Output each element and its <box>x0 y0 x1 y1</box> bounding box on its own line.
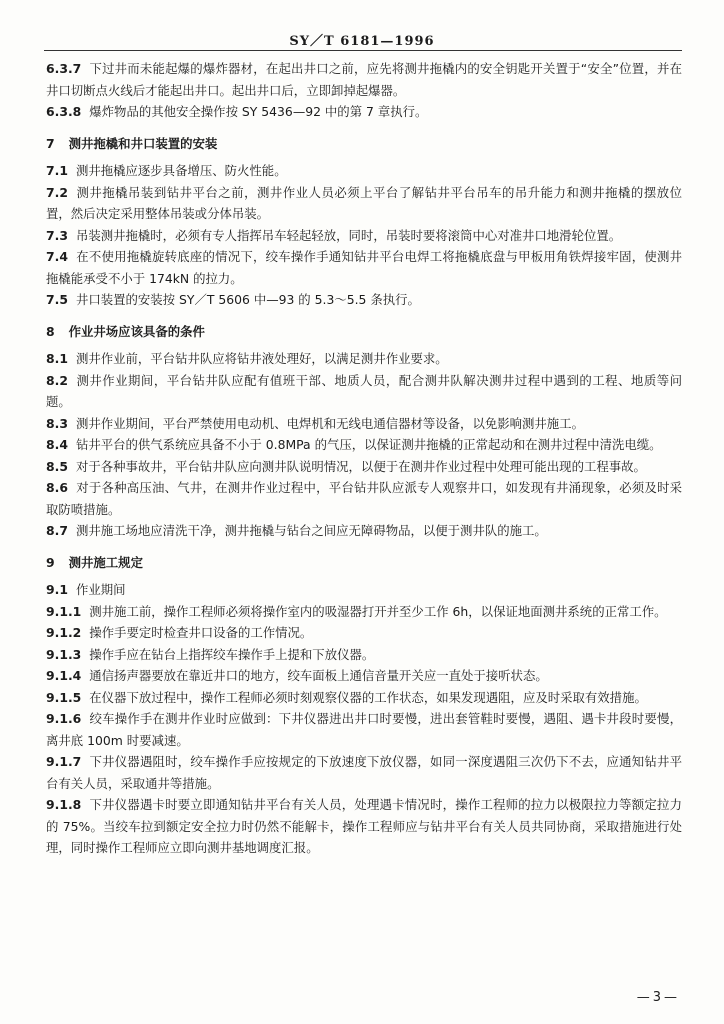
clause-text: 测井作业期间，平台严禁使用电动机、电焊机和无线电通信器材等设备，以免影响测井施工。 <box>75 415 584 431</box>
clause-paragraph <box>46 370 682 413</box>
clause-text: 对于各种高压油、气井，在测井作业过程中，平台钻井队应派专人观察井口，如发现有井涌现象，必须及时采取防喷措施。 <box>46 480 682 517</box>
clause-number: 7.2 <box>46 184 68 200</box>
clause-number: 6.3.8 <box>46 104 82 119</box>
clause-text: 测井拖橇吊装到钻井平台之前，测井作业人员必须上平台了解钻井平台吊车的吊升能力和测井拖橇的摆放位置，然后决定采用整体吊装或分体吊装。 <box>46 184 682 221</box>
clause-number: 9.1.2 <box>46 625 82 640</box>
clause-number: 7 <box>46 135 55 151</box>
clause-text: 下过井而未能起爆的爆炸器材，在起出井口之前，应先将测井拖橇内的安全钥匙开关置于“安全”位置，并在井口切断点火线后才能起出井口。起出井口后，立即卸掉起爆器。 <box>46 61 682 98</box>
section-heading <box>46 552 682 574</box>
clause-paragraph <box>46 477 682 520</box>
clause-text: 下井仪器遇卡时要立即通知钻井平台有关人员，处理遇卡情况时，操作工程师的拉力以极限拉力等额定拉力的 75%。当绞车拉到额定安全拉力时仍然不能解卡，操作工程师应与钻井平台有关人员共同协商，采取措施进行处理，同时操作工程师应立即向测井基地调度汇报。 <box>46 797 682 855</box>
document-body <box>46 58 682 859</box>
clause-text: 下井仪器遇阻时，绞车操作手应按规定的下放速度下放仪器，如同一深度遇阻三次仍下不去，应通知钻井平台有关人员，采取通井等措施。 <box>46 754 682 791</box>
clause-paragraph <box>46 413 682 435</box>
clause-paragraph <box>46 348 682 370</box>
clause-text: 测井拖橇和井口装置的安装 <box>68 135 218 151</box>
clause-paragraph <box>46 601 682 623</box>
clause-text: 测井作业前，平台钻井队应将钻井液处理好，以满足测井作业要求。 <box>75 351 448 366</box>
clause-number: 9.1.1 <box>46 603 82 619</box>
clause-text: 对于各种事故井，平台钻井队应向测井队说明情况，以便于在测井作业过程中处理可能出现的工程事故。 <box>75 458 646 474</box>
clause-paragraph <box>46 622 682 644</box>
clause-number: 9.1.7 <box>46 754 82 769</box>
clause-paragraph <box>46 456 682 478</box>
clause-paragraph <box>46 687 682 709</box>
clause-number: 9.1.5 <box>46 689 82 705</box>
section-heading <box>46 133 682 155</box>
clause-text: 测井拖橇应逐步具备增压、防火性能。 <box>75 163 287 178</box>
clause-text: 在仪器下放过程中，操作工程师必须时刻观察仪器的工作状态，如果发现遇阻，应及时采取有效措施。 <box>89 689 647 705</box>
clause-number: 9.1 <box>46 582 68 597</box>
clause-paragraph <box>46 665 682 687</box>
clause-paragraph <box>46 520 682 542</box>
clause-number: 9.1.4 <box>46 668 82 683</box>
clause-text: 测井施工规定 <box>68 554 143 570</box>
clause-paragraph <box>46 160 682 182</box>
clause-number: 8.1 <box>46 351 68 366</box>
clause-number: 7.5 <box>46 292 68 307</box>
clause-text: 作业井场应该具备的条件 <box>68 323 205 339</box>
clause-number: 8.3 <box>46 415 68 431</box>
clause-number: 8.4 <box>46 437 68 452</box>
clause-paragraph <box>46 708 682 751</box>
clause-number: 7.4 <box>46 249 68 264</box>
clause-text: 测井作业期间，平台钻井队应配有值班干部、地质人员，配合测井队解决测井过程中遇到的工程、地质等问题。 <box>46 372 682 409</box>
clause-number: 8.6 <box>46 480 68 495</box>
section-heading <box>46 321 682 343</box>
clause-number: 7.3 <box>46 227 68 243</box>
clause-number: 8.7 <box>46 523 68 538</box>
clause-text: 操作手应在钻台上指挥绞车操作手上提和下放仪器。 <box>89 646 375 662</box>
clause-paragraph <box>46 644 682 666</box>
clause-paragraph <box>46 58 682 101</box>
clause-text: 钻井平台的供气系统应具备不小于 0.8MPa 的气压，以保证测井拖橇的正常起动和在测井过程中清洗电缆。 <box>75 437 662 452</box>
clause-text: 在不使用拖橇旋转底座的情况下，绞车操作手通知钻井平台电焊工将拖橇底盘与甲板用角铁焊接牢固，使测井拖橇能承受不小于 174kN 的拉力。 <box>46 249 682 286</box>
clause-paragraph <box>46 579 682 601</box>
page-number: —3— <box>636 990 680 1005</box>
clause-number: 6.3.7 <box>46 61 82 76</box>
clause-text: 作业期间 <box>75 582 126 597</box>
clause-text: 绞车操作手在测井作业时应做到：下井仪器进出井口时要慢，进出套管鞋时要慢，遇阻、遇卡井段时要慢，离井底 100m 时要减速。 <box>46 711 682 748</box>
clause-text: 测井施工场地应清洗干净，测井拖橇与钻台之间应无障碍物品，以便于测井队的施工。 <box>75 523 547 538</box>
clause-text: 井口装置的安装按 SY／T 5606 中—93 的 5.3～5.5 条执行。 <box>75 292 420 307</box>
clause-text: 通信扬声器要放在靠近井口的地方，绞车面板上通信音量开关应一直处于接听状态。 <box>89 668 548 683</box>
clause-paragraph <box>46 794 682 859</box>
clause-number: 8.2 <box>46 372 68 388</box>
clause-text: 测井施工前，操作工程师必须将操作室内的吸湿器打开并至少工作 6h，以保证地面测井系统的正常工作。 <box>89 603 667 619</box>
clause-paragraph <box>46 246 682 289</box>
clause-text: 爆炸物品的其他安全操作按 SY 5436—92 中的第 7 章执行。 <box>89 104 428 119</box>
clause-paragraph <box>46 101 682 123</box>
clause-number: 9.1.8 <box>46 797 82 812</box>
clause-paragraph <box>46 182 682 225</box>
clause-paragraph <box>46 289 682 311</box>
clause-paragraph <box>46 225 682 247</box>
clause-paragraph <box>46 434 682 456</box>
header-rule <box>44 50 682 51</box>
clause-number: 8 <box>46 323 55 339</box>
clause-number: 9.1.6 <box>46 711 82 726</box>
clause-text: 吊装测井拖橇时，必须有专人指挥吊车轻起轻放，同时，吊装时要将滚筒中心对准井口地滑轮位置。 <box>75 227 622 243</box>
clause-text: 操作手要定时检查井口设备的工作情况。 <box>89 625 313 640</box>
clause-number: 9.1.3 <box>46 646 82 662</box>
clause-number: 9 <box>46 554 55 570</box>
clause-number: 8.5 <box>46 458 68 474</box>
clause-paragraph <box>46 751 682 794</box>
page-header: SY／T 6181—1996 <box>289 34 435 49</box>
clause-number: 7.1 <box>46 163 68 178</box>
